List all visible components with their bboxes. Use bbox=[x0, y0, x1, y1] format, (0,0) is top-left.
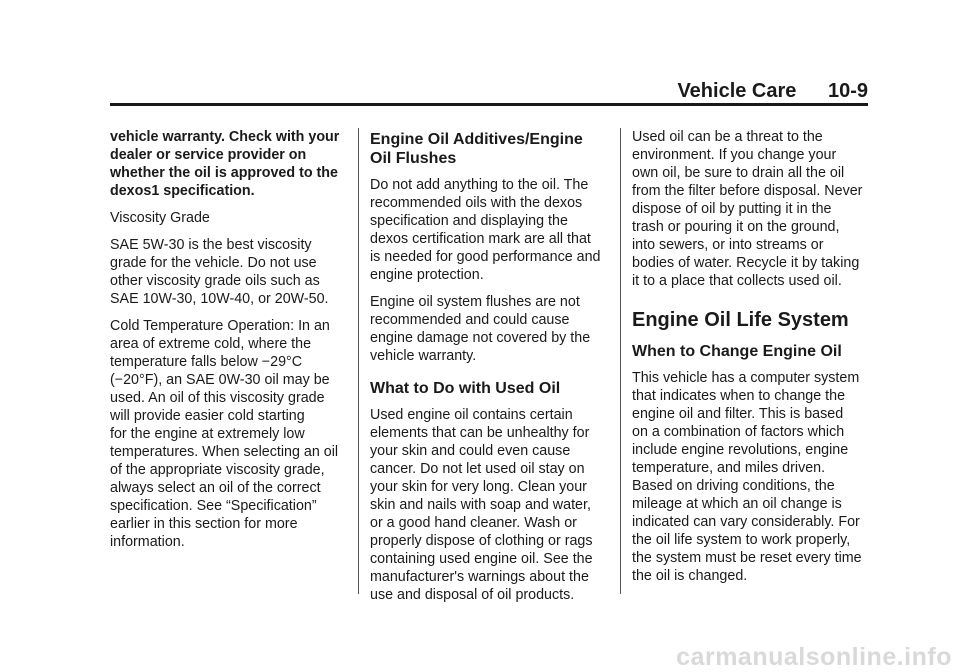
additives-heading: Engine Oil Additives/Engine Oil Flushes bbox=[370, 131, 583, 167]
page-number: 10-9 bbox=[827, 80, 868, 102]
column-1 bbox=[110, 128, 346, 560]
cold-temperature-paragraph: Cold Temperature Operation: In an area of extreme cold, where the temperature falls below −29°C (−20°F), an SAE 0W-30 oil may be used. An oil of this viscosity grade will provide easier cold starting for the engine at extremely low temperatures. When selecting an oil of the appropriate viscosity grade, always select an oil of the correct specification. See “Specification” earlier in this section for more information. bbox=[110, 318, 339, 550]
section-title: Vehicle Care bbox=[677, 80, 797, 102]
when-to-change-paragraph: This vehicle has a computer system that indicates when to change the engine oil and filter. This is based on a combination of factors which include engine revolutions, engine temperature, and miles driven. Based on driving conditions, the mileage at which an oil change is indicated can vary considerably. For the oil life system to work properly, the system must be reset every time the oil is changed. bbox=[632, 370, 862, 584]
warranty-paragraph: vehicle warranty. Check with your dealer or service provider on whether the oil is approved to the dexos1 specification. bbox=[110, 129, 340, 199]
environment-paragraph: Used oil can be a threat to the environment. If you change your own oil, be sure to drain all the oil from the filter before disposal. Never dispose of oil by putting it in the trash or pouring it on the ground, into sewers, or into streams or bodies of water. Recycle it by taking it to a place that collects used oil. bbox=[632, 129, 863, 289]
used-oil-paragraph: Used engine oil contains certain elements that can be unhealthy for your skin and could even cause cancer. Do not let used oil stay on your skin for very long. Clean your skin and nails with soap and water, or a good hand cleaner. Wash or properly dispose of clothing or rags containing used engine oil. See the manufacturer's warnings about the use and disposal of oil products. bbox=[370, 407, 593, 603]
when-to-change-heading: When to Change Engine Oil bbox=[632, 343, 842, 360]
column-2 bbox=[370, 128, 606, 613]
column-divider-2 bbox=[620, 128, 621, 594]
header-rule bbox=[110, 103, 868, 106]
page-header bbox=[677, 80, 868, 103]
viscosity-grade-heading: Viscosity Grade bbox=[110, 210, 210, 226]
watermark: carmanualsonline.info bbox=[676, 643, 952, 671]
flushes-paragraph: Engine oil system flushes are not recommended and could cause engine damage not covered by the vehicle warranty. bbox=[370, 294, 591, 364]
oil-life-system-heading: Engine Oil Life System bbox=[632, 309, 849, 331]
used-oil-heading: What to Do with Used Oil bbox=[370, 380, 561, 397]
additives-paragraph: Do not add anything to the oil. The recommended oils with the dexos specification and displaying the dexos certification mark are all that is needed for good performance and engine protection. bbox=[370, 177, 601, 283]
viscosity-paragraph: SAE 5W-30 is the best viscosity grade for the vehicle. Do not use other viscosity grade oils such as SAE 10W-30, 10W-40, or 20W-50. bbox=[110, 237, 329, 307]
column-divider-1 bbox=[358, 128, 359, 594]
column-3 bbox=[632, 128, 868, 594]
